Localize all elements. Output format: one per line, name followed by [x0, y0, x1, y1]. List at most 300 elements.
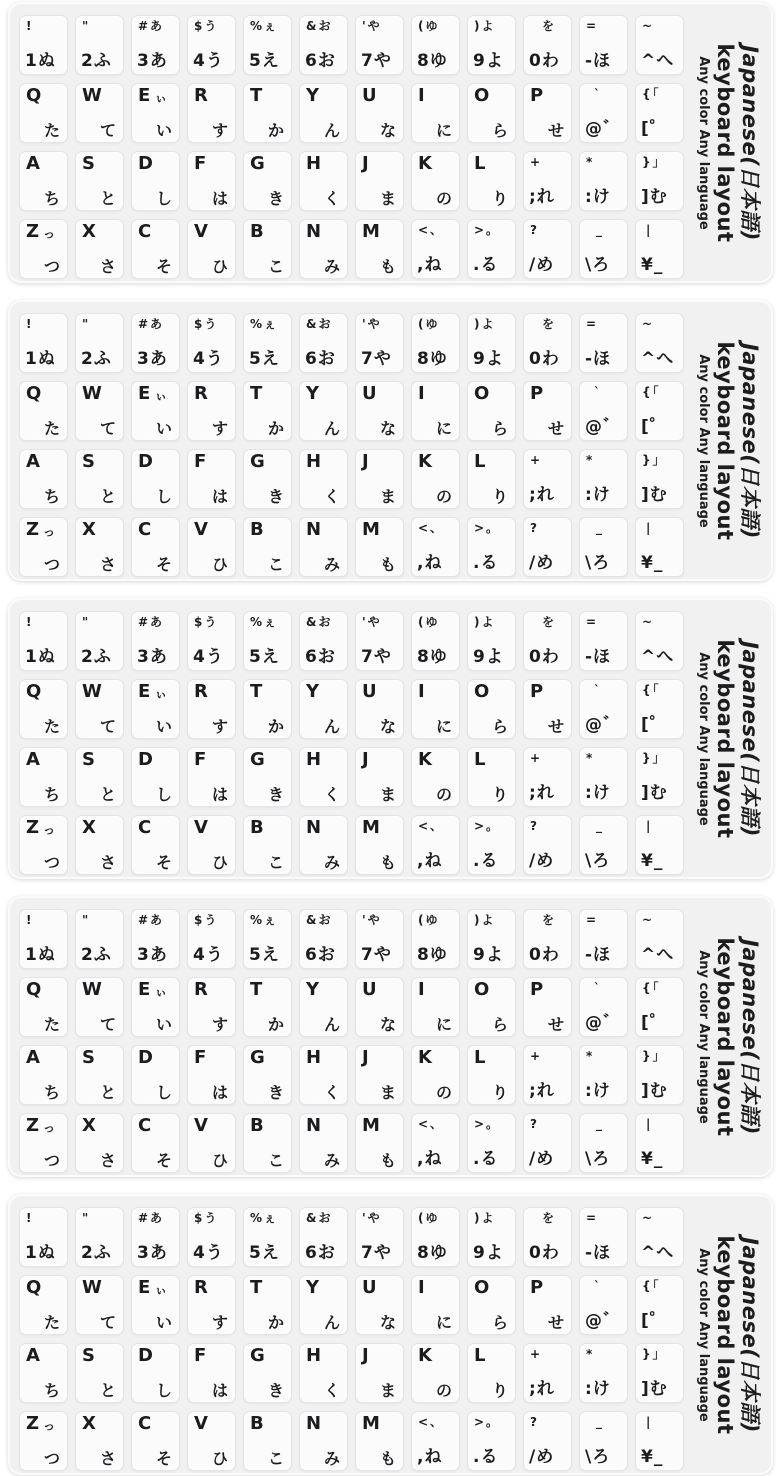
key-kana: そ [155, 257, 172, 276]
key-letter: D [138, 1047, 153, 1068]
side-text [685, 2, 773, 283]
key-letter: F [194, 153, 207, 174]
key-letter: J [362, 1345, 369, 1366]
key-letter: A [26, 1345, 40, 1366]
key-letter: G [250, 1345, 265, 1366]
key-letter: Q [26, 681, 42, 702]
key-bottom-label: 0わ [529, 349, 560, 369]
key-kana: こ [267, 853, 284, 872]
key-bottom-label: -ほ [585, 1243, 612, 1263]
key-letter: C [138, 519, 152, 540]
key [19, 15, 68, 75]
key-kana: ひ [211, 555, 228, 574]
key [243, 1113, 292, 1173]
key-bottom-label: ;れ [529, 187, 555, 207]
key [467, 1275, 516, 1335]
key-grid [19, 611, 684, 875]
key [635, 815, 684, 875]
key-kana: つ [43, 555, 60, 574]
key-top-label: )よ [474, 317, 496, 331]
key-top-label: = [586, 1211, 599, 1225]
key-kana: な [379, 1015, 396, 1034]
key-letter: N [306, 1115, 322, 1136]
key-kana: こ [267, 555, 284, 574]
key-top-label: ` [594, 683, 602, 697]
key-letter: S [82, 153, 95, 174]
key-letter: P [530, 85, 544, 106]
key-bottom-label: :け [585, 187, 611, 207]
key [19, 1411, 68, 1471]
key-bottom-label: 4う [193, 51, 224, 71]
key-letter: G [250, 153, 265, 174]
key-letter: F [194, 749, 207, 770]
key-letter: L [474, 1345, 486, 1366]
key [579, 313, 628, 373]
key [299, 313, 348, 373]
key-kana: い [155, 1313, 172, 1332]
key-letter: S [82, 1047, 95, 1068]
key [355, 679, 404, 739]
key-kana: つ [43, 853, 60, 872]
key [187, 517, 236, 577]
key [579, 1045, 628, 1105]
key [355, 1113, 404, 1173]
key [19, 1343, 68, 1403]
key-bottom-label: ,ね [417, 1149, 443, 1169]
key-letter: P [530, 1277, 544, 1298]
key-top-label: 'や [362, 913, 382, 927]
key [355, 151, 404, 211]
key-bottom-label: .る [473, 553, 499, 573]
key-letter: K [418, 749, 432, 770]
key-kana: ま [379, 1083, 396, 1102]
key [187, 815, 236, 875]
key-kana: ひ [211, 853, 228, 872]
key-top-label: を [542, 615, 557, 629]
key-letter: D [138, 749, 153, 770]
key [523, 313, 572, 373]
key-letter: U [362, 383, 377, 404]
key [299, 517, 348, 577]
key [299, 15, 348, 75]
key-letter: M [362, 1115, 380, 1136]
key-letter: T [250, 681, 263, 702]
key-kana: そ [155, 555, 172, 574]
key-bottom-label: 7や [361, 349, 392, 369]
key-bottom-label: \ろ [585, 255, 611, 275]
key-top-label: _ [596, 1117, 604, 1131]
key-bottom-label: .る [473, 1447, 499, 1467]
key-top-label: ~ [642, 19, 655, 33]
key-top-label: >。 [474, 819, 501, 833]
key-bottom-label: 9よ [473, 647, 504, 667]
key [635, 381, 684, 441]
key-top-label: _ [596, 223, 604, 237]
key-kana: ま [379, 1381, 396, 1400]
key [467, 83, 516, 143]
key-top-label: _ [596, 521, 604, 535]
key-letter: J [362, 153, 369, 174]
key-top-label: (ゆ [418, 317, 440, 331]
key-letter: A [26, 1047, 40, 1068]
key-kana: せ [547, 717, 564, 736]
key-top-label: (ゆ [418, 19, 440, 33]
key [355, 381, 404, 441]
key-top-label: {「 [642, 981, 661, 995]
key-letter: E [138, 1277, 151, 1298]
key [635, 1207, 684, 1267]
key [467, 517, 516, 577]
key-top-label: * [586, 453, 595, 467]
key-top-label: 'や [362, 317, 382, 331]
key-top-label: }」 [642, 1049, 667, 1063]
key-letter: V [194, 519, 208, 540]
key [355, 1343, 404, 1403]
key [635, 313, 684, 373]
key-kana: い [155, 1015, 172, 1034]
key-bottom-label: \ろ [585, 1149, 611, 1169]
key [75, 909, 124, 969]
key-top-label: )よ [474, 19, 496, 33]
key-top-label: $う [194, 913, 219, 927]
key [19, 1207, 68, 1267]
key-letter: I [418, 979, 425, 1000]
key [131, 1411, 180, 1471]
key [243, 747, 292, 807]
key-bottom-label: -ほ [585, 51, 612, 71]
key [411, 83, 460, 143]
key [523, 1207, 572, 1267]
key-kana: こ [267, 1449, 284, 1468]
key-kana: に [435, 1015, 452, 1034]
key [131, 313, 180, 373]
key [411, 15, 460, 75]
key-kana: ま [379, 189, 396, 208]
key [579, 219, 628, 279]
key [411, 611, 460, 671]
key-letter-small: ぃ [155, 985, 168, 999]
side-title: Japanese(日本語) [738, 1236, 762, 1433]
key-letter: H [306, 749, 322, 770]
key-letter: B [250, 519, 264, 540]
key-bottom-label: ]む [641, 1081, 668, 1101]
key [411, 381, 460, 441]
key-bottom-label: ^へ [641, 647, 675, 667]
key-letter: Y [306, 979, 320, 1000]
key-bottom-label: 6お [305, 51, 336, 71]
key-kana: す [211, 1015, 228, 1034]
key-letter: L [474, 153, 486, 174]
key-kana: ひ [211, 1449, 228, 1468]
key-kana: の [435, 785, 452, 804]
key [187, 1207, 236, 1267]
key-top-label: + [530, 1049, 543, 1063]
key-letter: D [138, 153, 153, 174]
key-kana: ま [379, 785, 396, 804]
key [75, 815, 124, 875]
key-top-label: " [82, 615, 91, 629]
key [19, 1275, 68, 1335]
key-top-label: #あ [138, 19, 165, 33]
key-letter: P [530, 681, 544, 702]
key-kana: も [379, 257, 396, 276]
key-bottom-label: [゜ [641, 1013, 668, 1033]
key-top-label: * [586, 1347, 595, 1361]
key-bottom-label: [゜ [641, 1311, 668, 1331]
key [19, 611, 68, 671]
key-letter: H [306, 1345, 322, 1366]
sticker-sheet [8, 1194, 773, 1475]
side-tagline: Any color Any language [696, 949, 711, 1124]
key-top-label: &お [306, 317, 333, 331]
key [579, 449, 628, 509]
key [635, 679, 684, 739]
key [411, 679, 460, 739]
key-kana: く [323, 189, 340, 208]
key [243, 83, 292, 143]
key-bottom-label: 3あ [137, 647, 168, 667]
key-kana: り [491, 487, 508, 506]
key-letter: B [250, 221, 264, 242]
key-letter: J [362, 451, 369, 472]
key-top-label: &お [306, 615, 333, 629]
key-kana: か [267, 1015, 284, 1034]
key [523, 449, 572, 509]
key-top-label: #あ [138, 615, 165, 629]
key-bottom-label: 0わ [529, 1243, 560, 1263]
key [19, 747, 68, 807]
key [75, 83, 124, 143]
key-letter: A [26, 749, 40, 770]
key [467, 1411, 516, 1471]
key [19, 313, 68, 373]
key-bottom-label: -ほ [585, 945, 612, 965]
key-bottom-label: ^へ [641, 1243, 675, 1263]
key [131, 15, 180, 75]
key-letter: L [474, 749, 486, 770]
key [467, 909, 516, 969]
key [523, 219, 572, 279]
key [411, 1411, 460, 1471]
key-top-label: + [530, 453, 543, 467]
key-top-label: _ [596, 1415, 604, 1429]
key-top-label: (ゆ [418, 913, 440, 927]
key [131, 1207, 180, 1267]
key-top-label: 'や [362, 19, 382, 33]
key [187, 1045, 236, 1105]
key [579, 1113, 628, 1173]
key-bottom-label: ]む [641, 485, 668, 505]
key-kana: せ [547, 1313, 564, 1332]
key [19, 83, 68, 143]
key-top-label: <、 [418, 819, 445, 833]
key [579, 747, 628, 807]
key-bottom-label: 7や [361, 51, 392, 71]
key-kana: す [211, 419, 228, 438]
key-top-label: ` [594, 385, 602, 399]
key-letter: C [138, 1413, 152, 1434]
key [635, 83, 684, 143]
key [243, 449, 292, 509]
key [355, 1275, 404, 1335]
key-kana: そ [155, 1449, 172, 1468]
key-letter: Z [26, 817, 40, 838]
key [299, 815, 348, 875]
side-title: Japanese(日本語) [738, 342, 762, 539]
key-kana: み [323, 1151, 340, 1170]
key-letter: E [138, 681, 151, 702]
key [75, 747, 124, 807]
key-top-label: %ぇ [250, 317, 279, 331]
key [299, 977, 348, 1037]
key-kana: い [155, 419, 172, 438]
key [243, 611, 292, 671]
key-bottom-label: 1ぬ [25, 349, 56, 369]
key-top-label: }」 [642, 453, 667, 467]
key-letter: W [82, 1277, 102, 1298]
key [355, 1207, 404, 1267]
key-bottom-label: ¥_ [641, 1447, 664, 1467]
key-kana: き [267, 1381, 284, 1400]
key [411, 1207, 460, 1267]
key-top-label: ? [530, 819, 539, 833]
key-top-label: ? [530, 521, 539, 535]
key-top-label: を [542, 1211, 557, 1225]
sticker-sheet [8, 2, 773, 283]
key [131, 747, 180, 807]
side-text-rotated [695, 1210, 763, 1460]
key-top-label: #あ [138, 317, 165, 331]
key-kana: と [99, 189, 116, 208]
key-bottom-label: ¥_ [641, 553, 664, 573]
key-bottom-label: 4う [193, 647, 224, 667]
key-bottom-label: ,ね [417, 255, 443, 275]
key-letter: S [82, 451, 95, 472]
key [19, 815, 68, 875]
key-top-label: " [82, 317, 91, 331]
key [187, 313, 236, 373]
key-bottom-label: 7や [361, 1243, 392, 1263]
key-letter: T [250, 383, 263, 404]
key-letter: Z [26, 1413, 40, 1434]
key [467, 977, 516, 1037]
key [467, 1343, 516, 1403]
key-top-label: <、 [418, 223, 445, 237]
key-kana: は [211, 785, 228, 804]
key [243, 815, 292, 875]
key [75, 219, 124, 279]
key-kana: ち [43, 785, 60, 804]
key [635, 977, 684, 1037]
key-bottom-label: ¥_ [641, 255, 664, 275]
key-kana: く [323, 487, 340, 506]
key-top-label: ? [530, 223, 539, 237]
key-bottom-label: \ろ [585, 553, 611, 573]
key-bottom-label: 6お [305, 349, 336, 369]
key-bottom-label: 0わ [529, 647, 560, 667]
key [467, 1207, 516, 1267]
key-letter: O [474, 85, 490, 106]
key-top-label: }」 [642, 751, 667, 765]
key [187, 611, 236, 671]
key-top-label: <、 [418, 1117, 445, 1131]
key-bottom-label: 1ぬ [25, 647, 56, 667]
key [355, 1411, 404, 1471]
key-top-label: = [586, 615, 599, 629]
key [299, 1045, 348, 1105]
key-kana: き [267, 1083, 284, 1102]
key [523, 1113, 572, 1173]
key [579, 517, 628, 577]
key-top-label: * [586, 751, 595, 765]
key-letter: N [306, 519, 322, 540]
key [131, 449, 180, 509]
key [75, 1411, 124, 1471]
key [243, 1207, 292, 1267]
key [467, 1045, 516, 1105]
key-letter: U [362, 85, 377, 106]
key-kana: と [99, 1083, 116, 1102]
key [75, 1207, 124, 1267]
key [411, 1045, 460, 1105]
key-kana: し [155, 189, 172, 208]
key-letter: X [82, 1413, 96, 1434]
key-letter: B [250, 1115, 264, 1136]
key [131, 151, 180, 211]
key [523, 1411, 572, 1471]
key [411, 815, 460, 875]
key [75, 313, 124, 373]
key-bottom-label: ¥_ [641, 851, 664, 871]
key-kana: に [435, 121, 452, 140]
key-top-label: $う [194, 317, 219, 331]
key-bottom-label: :け [585, 485, 611, 505]
key-letter: Y [306, 681, 320, 702]
key-letter: Y [306, 383, 320, 404]
key-bottom-label: 5え [249, 349, 280, 369]
key-kana: ら [491, 1015, 508, 1034]
key-letter: L [474, 1047, 486, 1068]
key-kana: ち [43, 1083, 60, 1102]
key-top-label: + [530, 751, 543, 765]
key-letter: R [194, 383, 208, 404]
key [523, 151, 572, 211]
key-top-label: >。 [474, 1117, 501, 1131]
key [131, 815, 180, 875]
key-letter: O [474, 1277, 490, 1298]
key-grid [19, 15, 684, 279]
key-letter-small: っ [43, 1419, 56, 1433]
key-kana: く [323, 785, 340, 804]
key-letter: U [362, 1277, 377, 1298]
key [187, 449, 236, 509]
key-letter: D [138, 451, 153, 472]
key [411, 219, 460, 279]
key [19, 679, 68, 739]
key [355, 1045, 404, 1105]
key-bottom-label: @゛ [585, 119, 621, 139]
key-top-label: &お [306, 1211, 333, 1225]
key [355, 611, 404, 671]
key-kana: た [43, 419, 60, 438]
key-top-label: >。 [474, 223, 501, 237]
key [467, 219, 516, 279]
key-bottom-label: :け [585, 1379, 611, 1399]
key [579, 977, 628, 1037]
key-bottom-label: 3あ [137, 51, 168, 71]
key-letter: H [306, 451, 322, 472]
key-top-label: )よ [474, 1211, 496, 1225]
